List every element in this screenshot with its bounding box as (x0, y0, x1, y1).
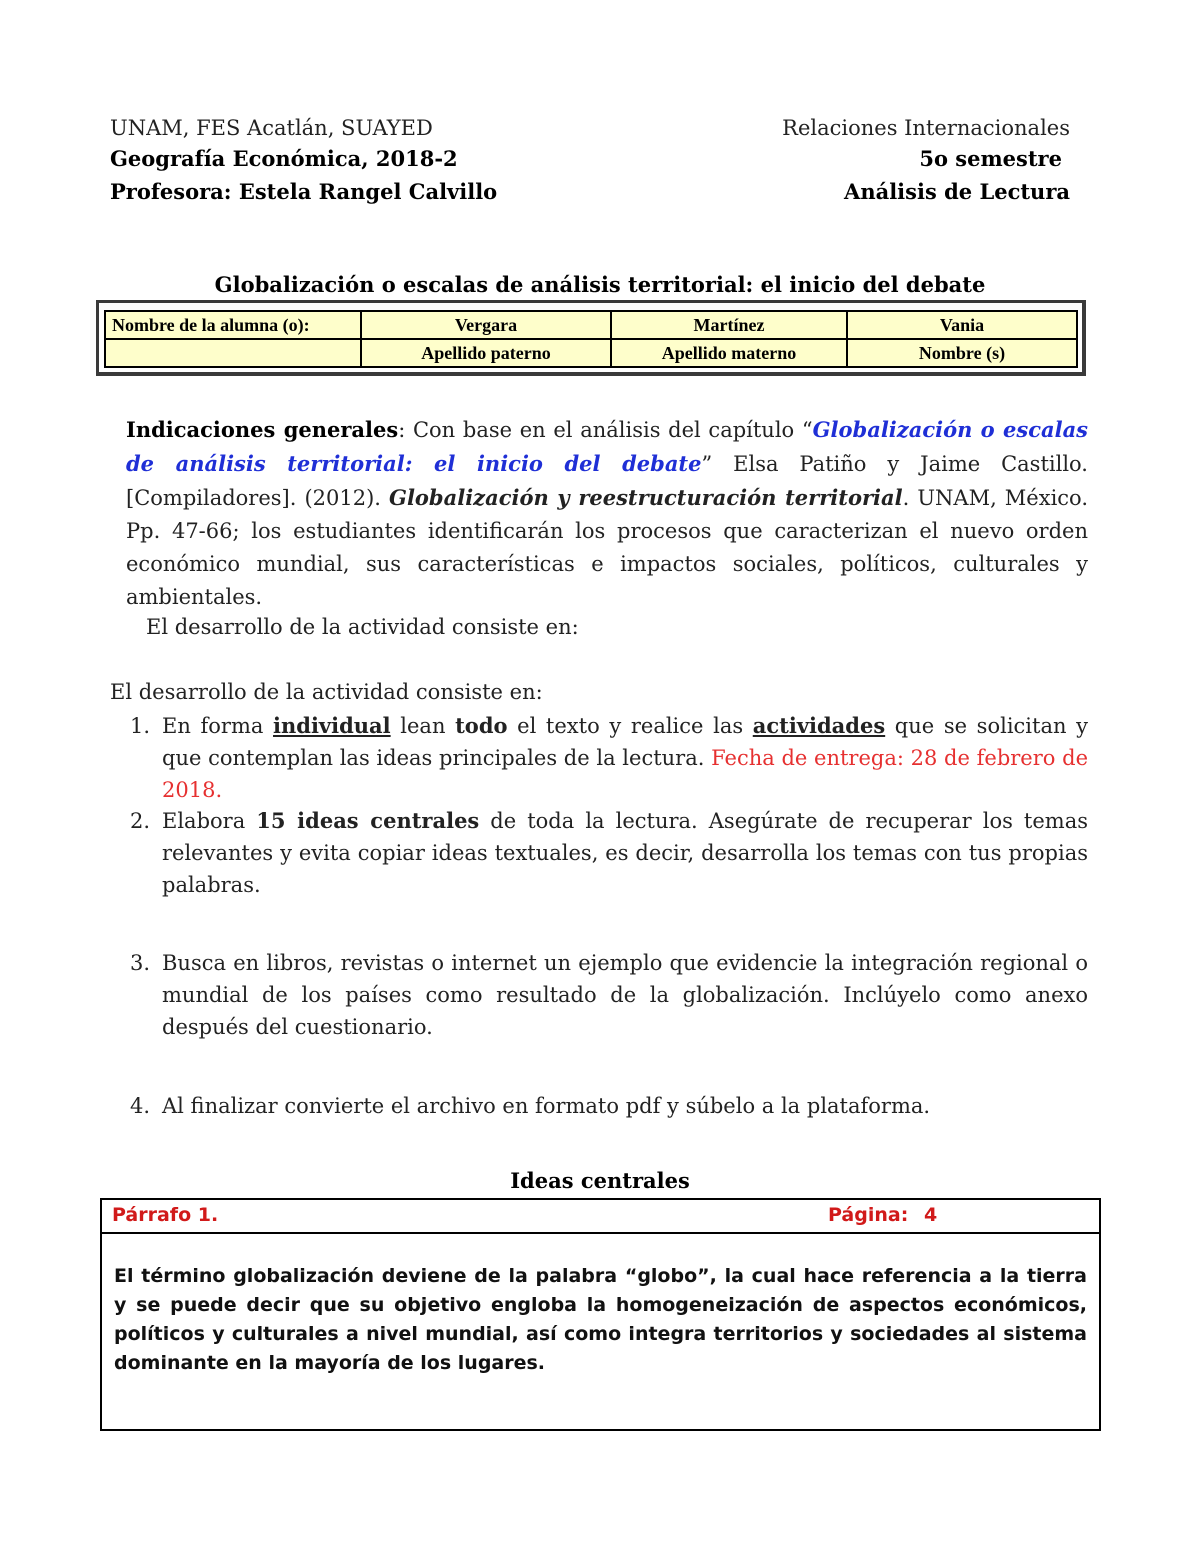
professor: Profesora: Estela Rangel Calvillo (110, 179, 498, 204)
ideas-centrales-title: Ideas centrales (510, 1168, 690, 1193)
indicaciones-paragraph (126, 413, 1088, 614)
course: Geografía Económica, 2018-2 (110, 146, 458, 171)
list-item-2 (130, 805, 1088, 901)
list-number: 3. (130, 951, 151, 975)
ideas-box (100, 1198, 1101, 1431)
indicaciones-label: Indicaciones generales (126, 417, 399, 442)
list-text: Al finalizar convierte el archivo en formato pdf y súbelo a la plataforma. (162, 1094, 931, 1118)
list-item-4 (130, 1090, 1088, 1122)
desarrollo-heading-1: El desarrollo de la actividad consiste en: (146, 615, 579, 639)
semester: 5o semestre (919, 146, 1062, 171)
institution: UNAM, FES Acatlán, SUAYED (110, 116, 433, 140)
pagina-label: Página: (828, 1204, 909, 1226)
document-title: Globalización o escalas de análisis territorial: el inicio del debate (214, 272, 986, 297)
list-text: Elabora 15 ideas centrales de toda la lectura. Asegúrate de recuperar los temas relevantes y evita copiar ideas textuales, es decir, desarrolla los temas con tus propias palabras. (162, 808, 1089, 897)
list-number: 2. (130, 809, 151, 833)
indicaciones-text-3: . UNAM, México. Pp. 47-66; los estudiantes identificarán los procesos que caracterizan el nuevo orden económico mundial, sus características e impactos sociales, políticos, culturales y ambientales. (126, 486, 1088, 609)
ideas-box-header (102, 1200, 1099, 1234)
actividades-emphasis: actividades (752, 713, 886, 738)
desarrollo-heading-2: El desarrollo de la actividad consiste en: (110, 680, 543, 704)
chapter-title: Globalización o escalas de análisis territorial: el inicio del debate (126, 417, 1088, 476)
list-text: En forma individual lean todo el texto y realice las actividades que se solicitan y que contemplan las ideas principales de la lectura. Fecha de entrega: 28 de febrero de 2018. (162, 713, 1088, 802)
apellido-paterno-value: Vergara (361, 311, 611, 339)
nombre-label: Nombre (s) (847, 339, 1077, 367)
empty-cell (105, 339, 361, 367)
career: Relaciones Internacionales (782, 116, 1070, 140)
student-name-table (104, 310, 1078, 368)
list-text: Busca en libros, revistas o internet un ejemplo que evidencie la integración regional o mundial de los países como resultado de la globalización. Inclúyelo como anexo después del cuestionario. (162, 951, 1088, 1039)
todo-emphasis: todo (455, 713, 508, 738)
pagina-number: 4 (924, 1204, 938, 1226)
header-row-2 (110, 145, 1070, 173)
engloba-emphasis: engloba (491, 1294, 578, 1316)
list-item-3 (130, 947, 1088, 1043)
activity-type: Análisis de Lectura (844, 179, 1070, 204)
idea-text: El término globalización deviene de la palabra “globo”, la cual hace referencia a la tierra y se puede decir que su objetivo engloba la homogeneización de aspectos económicos, políticos y culturales a nivel mundial, así como integra territorios y sociedades al sistema dominante en la mayoría de los lugares. (114, 1265, 1087, 1374)
student-name-label: Nombre de la alumna (o): (105, 311, 361, 339)
list-number: 1. (130, 714, 151, 738)
list-item-1 (130, 710, 1088, 806)
book-title: Globalización y reestructuración territorial (389, 485, 903, 510)
indicaciones-text-2: ” Elsa Patiño y Jaime Castillo. [Compiladores]. (2012). (126, 452, 1088, 510)
individual-emphasis: individual (273, 713, 391, 738)
header-row-3 (110, 178, 1070, 206)
due-date: Fecha de entrega: 28 de febrero de 2018. (162, 746, 1088, 802)
parrafo-label: Párrafo 1. (112, 1204, 219, 1226)
header-row-1 (110, 114, 1070, 142)
ideas-emphasis: 15 ideas centrales (256, 808, 480, 833)
indicaciones-text-1: : Con base en el análisis del capítulo “ (398, 418, 813, 442)
apellido-paterno-label: Apellido paterno (361, 339, 611, 367)
nombre-value: Vania (847, 311, 1077, 339)
apellido-materno-label: Apellido materno (611, 339, 847, 367)
apellido-materno-value: Martínez (611, 311, 847, 339)
list-number: 4. (130, 1094, 151, 1118)
